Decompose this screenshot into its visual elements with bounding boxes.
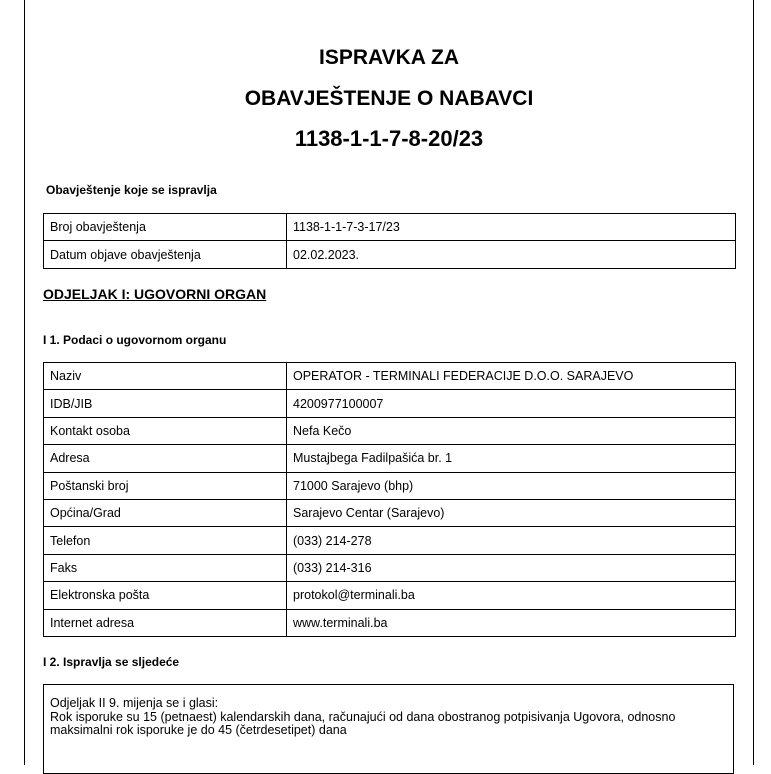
row-key: IDB/JIB — [44, 390, 287, 417]
section1-heading: ODJELJAK I: UGOVORNI ORGAN — [43, 286, 267, 302]
table-row — [44, 417, 736, 444]
row-value: 02.02.2023. — [287, 241, 736, 268]
row-value: Mustajbega Fadilpašića br. 1 — [287, 445, 736, 472]
document-title-line2: OBAVJEŠTENJE O NABAVCI — [244, 87, 534, 110]
correction-text-box — [43, 684, 734, 774]
contracting-authority-label: I 1. Podaci o ugovornom organu — [43, 333, 227, 347]
page-border-left — [24, 0, 25, 765]
contracting-authority-table — [43, 362, 736, 637]
row-value: Sarajevo Centar (Sarajevo) — [287, 499, 736, 526]
document-number: 1138-1-1-7-8-20/23 — [294, 126, 484, 151]
table-row — [44, 554, 736, 581]
row-key: Kontakt osoba — [44, 417, 287, 444]
row-key: Naziv — [44, 363, 287, 390]
table-row — [44, 214, 736, 241]
row-value: 1138-1-1-7-3-17/23 — [287, 214, 736, 241]
row-value: 71000 Sarajevo (bhp) — [287, 472, 736, 499]
row-value: www.terminali.ba — [287, 609, 736, 636]
table-row — [44, 241, 736, 268]
row-value: protokol@terminali.ba — [287, 582, 736, 609]
row-value: (033) 214-278 — [287, 527, 736, 554]
table-row — [44, 609, 736, 636]
table-row — [44, 445, 736, 472]
row-key: Poštanski broj — [44, 472, 287, 499]
row-key: Datum objave obavještenja — [44, 241, 287, 268]
row-value: (033) 214-316 — [287, 554, 736, 581]
table-row — [44, 582, 736, 609]
row-key: Faks — [44, 554, 287, 581]
correction-line: Odjeljak II 9. mijenja se i glasi: — [50, 696, 219, 710]
row-key: Adresa — [44, 445, 287, 472]
table-row — [44, 499, 736, 526]
row-key: Elektronska pošta — [44, 582, 287, 609]
table-row — [44, 390, 736, 417]
correction-label: I 2. Ispravlja se sljedeće — [43, 655, 180, 669]
correction-line: maksimalni rok isporuke je do 45 (četrdesetipet) dana — [50, 723, 347, 737]
row-key: Općina/Grad — [44, 499, 287, 526]
corrected-notice-label: Obavještenje koje se ispravlja — [46, 183, 217, 197]
row-value: 4200977100007 — [287, 390, 736, 417]
correction-line: Rok isporuke su 15 (petnaest) kalendarskih dana, računajući od dana obostranog potpisivanja Ugovora, odnosno — [50, 709, 676, 724]
row-value: OPERATOR - TERMINALI FEDERACIJE D.O.O. SARAJEVO — [287, 363, 736, 390]
row-key: Broj obavještenja — [44, 214, 287, 241]
row-key: Internet adresa — [44, 609, 287, 636]
table-row — [44, 527, 736, 554]
corrected-notice-table — [43, 213, 736, 269]
document-title-line1: ISPRAVKA ZA — [318, 46, 459, 69]
table-row — [44, 472, 736, 499]
table-row — [44, 363, 736, 390]
page-border-right — [753, 0, 754, 765]
row-value: Nefa Kečo — [287, 417, 736, 444]
row-key: Telefon — [44, 527, 287, 554]
